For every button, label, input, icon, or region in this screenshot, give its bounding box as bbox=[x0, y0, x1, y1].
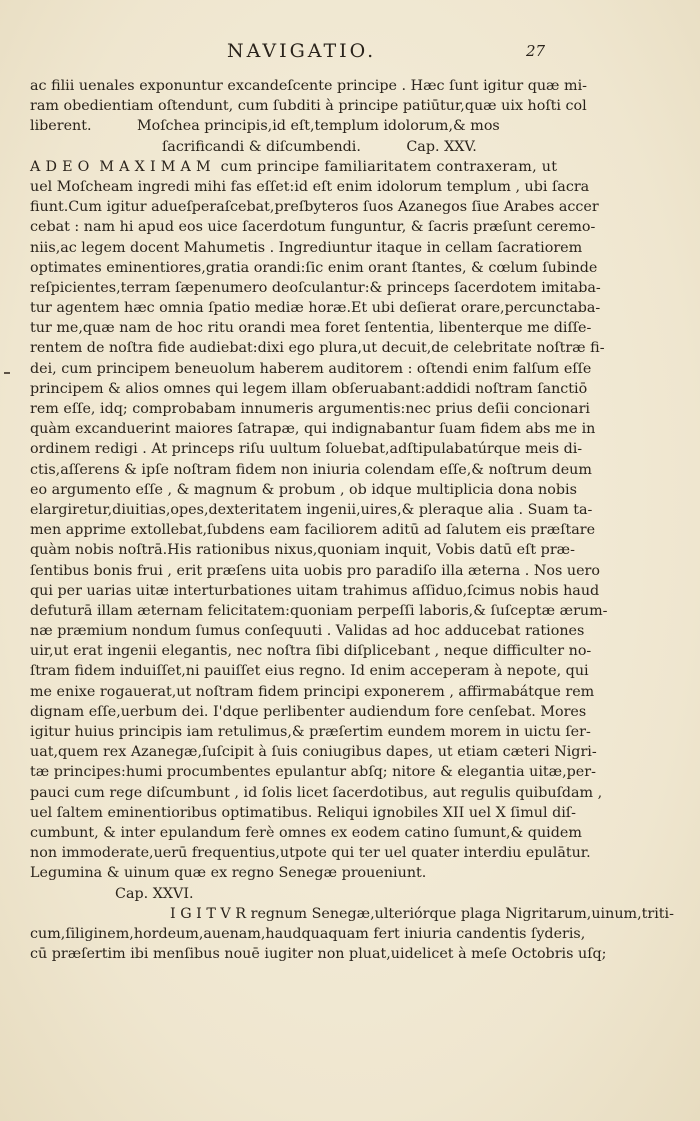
text-line: qui per uarias uitæ interturbationes uitam trahimus aſſiduo,ſcimus nobis haud bbox=[30, 582, 600, 599]
text-line: elargiretur,diuitias,opes,dexteritatem ingenii,uires,& pleraque alia . Suam ta- bbox=[30, 501, 593, 518]
running-head bbox=[0, 40, 700, 68]
chapter-opening: A D E O M A X I M A M cum principe familiaritatem contraxeram, ut bbox=[30, 158, 558, 175]
chapter-number: I G I T V R regnum Senegæ,ulteriórque plaga Nigritarum,uinum,triti- bbox=[170, 905, 674, 922]
running-title: NAVIGATIO. bbox=[227, 40, 377, 62]
text-line: ram obedientiam oſtendunt, cum ſubditi à principe patiūtur,quæ uix hoſti col bbox=[30, 98, 587, 115]
margin-mark bbox=[4, 372, 10, 374]
text-line: niis,ac legem docent Mahumetis . Ingrediuntur itaque in cellam ſacratiorem bbox=[30, 239, 583, 256]
text-line: reſpicientes,terram ſæpenumero deoſculantur:& princeps ſacerdotem imitaba- bbox=[30, 279, 601, 296]
text-line: ctis,aſſerens & ipſe noſtram fidem non iniuria colendam eſſe,& noſtrum deum bbox=[30, 461, 592, 478]
text-line: pauci cum rege diſcumbunt , id ſolis licet ſacerdotibus, aut regulis quibuſdam , bbox=[30, 784, 603, 801]
text-line: dei, cum principem beneuolum haberem auditorem : oſtendi enim falſum eſſe bbox=[30, 360, 592, 377]
section-heading: Cap. XXVI. bbox=[115, 885, 194, 902]
text-line: uel ſaltem eminentioribus optimatibus. Reliqui ignobiles XII uel X ſimul diſ- bbox=[30, 804, 576, 821]
text-line: rem eſſe, idq; comprobabam innumeris argumentis:nec prius deſii concionari bbox=[30, 401, 590, 417]
text-line: uel Moſcheam ingredi mihi fas eſſet:id eſt enim idolorum templum , ubi ſacra bbox=[30, 178, 590, 195]
text-line: Legumina & uinum quæ ex regno Senegæ proueniunt. bbox=[30, 865, 427, 882]
text-line: non immoderate,uerū frequentius,utpote qui ter uel quater interdiu epulātur. bbox=[30, 845, 591, 862]
text-line: eo argumento eſſe , & magnum & probum , ob idque multiplicia dona nobis bbox=[30, 481, 577, 498]
text-line: cumbunt, & inter epulandum ferè omnes ex eodem catino ſumunt,& quidem bbox=[30, 824, 582, 841]
section-heading: liberent. Moſchea principis,id eſt,templum idolorum,& mos bbox=[30, 118, 500, 135]
text-line: defuturā illam æternam felicitatem:quoniam perpeſſi laboris,& ſuſceptæ ærum- bbox=[30, 602, 608, 619]
text-line: tur me,quæ nam de hoc ritu orandi mea foret ſententia, libenterque me diſſe- bbox=[30, 320, 592, 337]
text-line: optimates eminentiores,gratia orandi:ſic enim orant ſtantes, & cœlum ſubinde bbox=[30, 259, 598, 276]
section-heading: ſacrificandi & diſcumbendi. Cap. XXV. bbox=[162, 138, 477, 155]
text-line: cū præſertim ibi menſibus nouē iugiter non pluat,uidelicet à meſe Octobris uſq; bbox=[30, 946, 607, 963]
text-line: me enixe rogauerat,ut noſtram fidem principi exponerem , affirmabátque rem bbox=[30, 683, 595, 700]
text-line: fiunt.Cum igitur adueſperaſcebat,preſbyteros ſuos Azanegos ſiue Arabes accer bbox=[30, 199, 599, 216]
chapter-opening: cum,ſiliginem,hordeum,auenam,haudquaquam fert iniuria candentis ſyderis, bbox=[30, 925, 586, 942]
text-line: principem & alios omnes qui legem illam obſeruabant:addidi noſtram ſanctiō bbox=[30, 380, 588, 397]
text-line: quàm excanduerint maiores ſatrapæ, qui indignabantur ſuam fidem abs me in bbox=[30, 421, 596, 438]
text-line: næ præmium nondum ſumus conſequuti . Validas ad hoc adducebat rationes bbox=[30, 623, 585, 640]
text-line: tur agentem hæc omnia ſpatio mediæ horæ.Et ubi deſierat orare,percunctaba- bbox=[30, 300, 601, 317]
text-line: igitur huius principis iam retulimus,& præſertim eundem morem in uictu ſer- bbox=[30, 724, 591, 740]
text-line: uat,quem rex Azanegæ,ſuſcipit à ſuis coniugibus dapes, ut etiam cæteri Nigri- bbox=[30, 744, 597, 761]
text-line: tæ principes:humi procumbentes epulantur abſq; nitore & elegantia uitæ,per- bbox=[30, 764, 596, 781]
text-line: ac filii uenales exponuntur excandeſcente principe . Hæc ſunt igitur quæ mi- bbox=[30, 78, 587, 94]
text-line: men apprime extollebat,ſubdens eam faciliorem aditū ad ſalutem eis præſtare bbox=[30, 522, 596, 539]
body-text bbox=[30, 76, 674, 984]
text-line: quàm nobis noſtrā.His rationibus nixus,quoniam inquit, Vobis datū eſt præ- bbox=[30, 542, 575, 559]
text-line: ſtram fidem induiſſet,ni pauiſſet eius regno. Id enim acceperam à nepote, qui bbox=[30, 663, 589, 680]
text-line: ſentibus bonis frui , erit præſens uita uobis pro paradiſo illa æterna . Nos uero bbox=[30, 562, 600, 579]
text-line: cebat : nam hi apud eos uice ſacerdotum funguntur, & ſacris præſunt ceremo- bbox=[30, 219, 596, 236]
text-line: uir,ut erat ingenii elegantis, nec noſtra ſibi diſplicebant , neque difficulter no- bbox=[30, 643, 592, 660]
text-line bbox=[30, 964, 566, 984]
text-line: ordinem redigi . At princeps riſu uultum ſoluebat,adſtipulabatúrque meis di- bbox=[30, 441, 583, 458]
page-number: 27 bbox=[526, 42, 546, 60]
text-line: rentem de noſtra fide audiebat:dixi ego plura,ut decuit,de celebritate noſtræ fi- bbox=[30, 340, 605, 357]
text-line: dignam eſſe,uerbum dei. I'dque perlibenter audiendum fore cenſebat. Mores bbox=[30, 703, 587, 720]
